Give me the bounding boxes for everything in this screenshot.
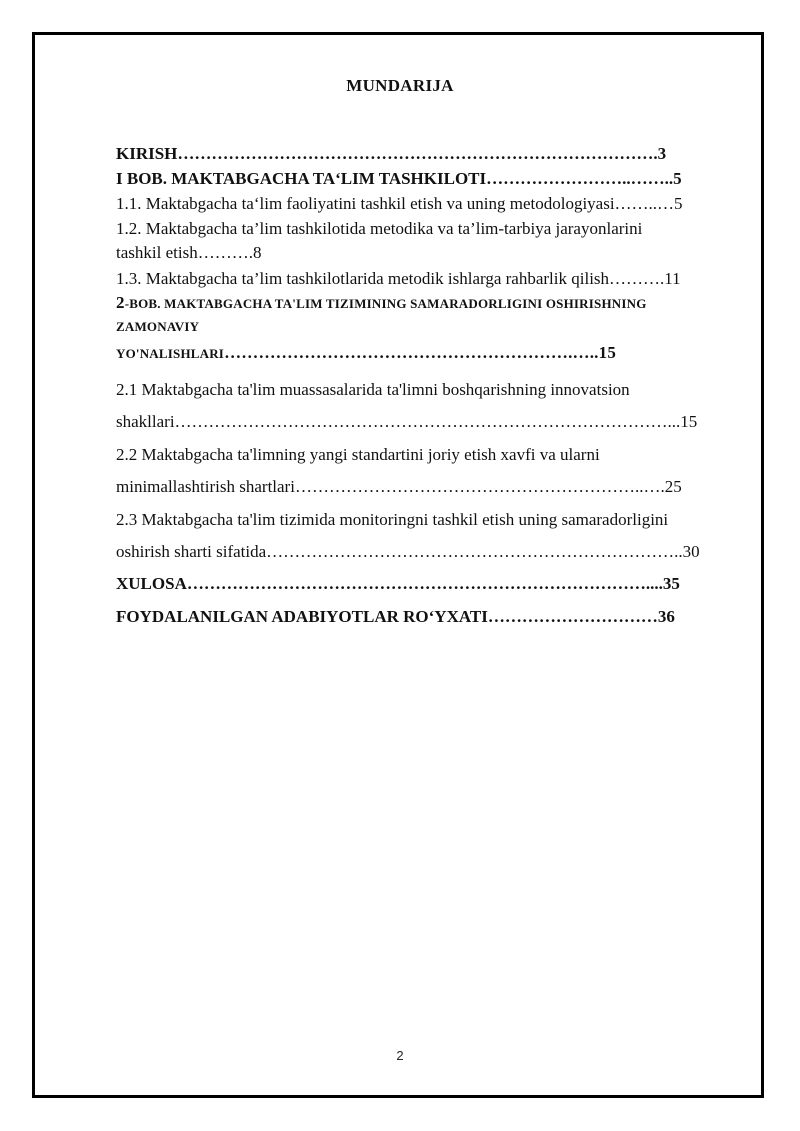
toc-entry-1-2-line2: tashkil etish……….8 [116,243,262,262]
toc-entry-2-1-line2: shakllari……………………………………………………………………………...15 [116,412,698,431]
chapter-2-number: 2 [116,293,125,312]
toc-title: MUNDARIJA [346,76,454,95]
toc-entry-2-1-line1: 2.1 Maktabgacha ta'lim muassasalarida ta'limni boshqarishning innovatsion [116,380,630,399]
page-number: 2 [396,1048,404,1063]
toc-entry-2-2-line2: minimallashtirish shartlari……………………………………………………..….25 [116,477,682,496]
toc-entry-1-2-line1: 1.2. Maktabgacha ta’lim tashkilotida metodika va ta’lim-tarbiya jarayonlarini [116,219,643,238]
toc-entry-2-3-line2: oshirish sharti sifatida………………………………………………………………..30 [116,542,700,561]
chapter-2-title-part3: YO'NALISHLARI [116,346,225,361]
toc-entry-2-2-line1: 2.2 Maktabgacha ta'limning yangi standartini joriy etish xavfi va ularni [116,445,600,464]
toc-entry-chapter-2-line1 [116,292,740,314]
toc-entry-kirish: KIRISH………………………………………………………………………….3 [116,144,667,163]
toc-entry-chapter-2-line3 [116,342,740,364]
toc-entry-chapter-2-line2: ZAMONAVIY [116,319,200,334]
page-border [32,32,764,1098]
toc-entry-xulosa: XULOSA………………………………………………………………………....35 [116,574,680,593]
chapter-2-dots-page: …………………………………………………….…..15 [224,343,617,362]
toc-entry-adabiyotlar: FOYDALANILGAN ADABIYOTLAR RO‘YXATI…………………………36 [116,607,675,626]
toc-entry-chapter-1: I BOB. MAKTABGACHA TA‘LIM TASHKILOTI……………………..……..5 [116,169,682,188]
toc-entry-1-1: 1.1. Maktabgacha ta‘lim faoliyatini tashkil etish va uning metodologiyasi……..…5 [116,194,683,213]
chapter-2-title-part1: -BOB. MAKTABGACHA TA'LIM TIZIMINING SAMARADORLIGINI OSHIRISHNING [124,296,647,311]
toc-entry-1-3: 1.3. Maktabgacha ta’lim tashkilotlarida metodik ishlarga rahbarlik qilish……….11 [116,269,681,288]
toc-entry-2-3-line1: 2.3 Maktabgacha ta'lim tizimida monitoringni tashkil etish uning samaradorligini [116,510,669,529]
